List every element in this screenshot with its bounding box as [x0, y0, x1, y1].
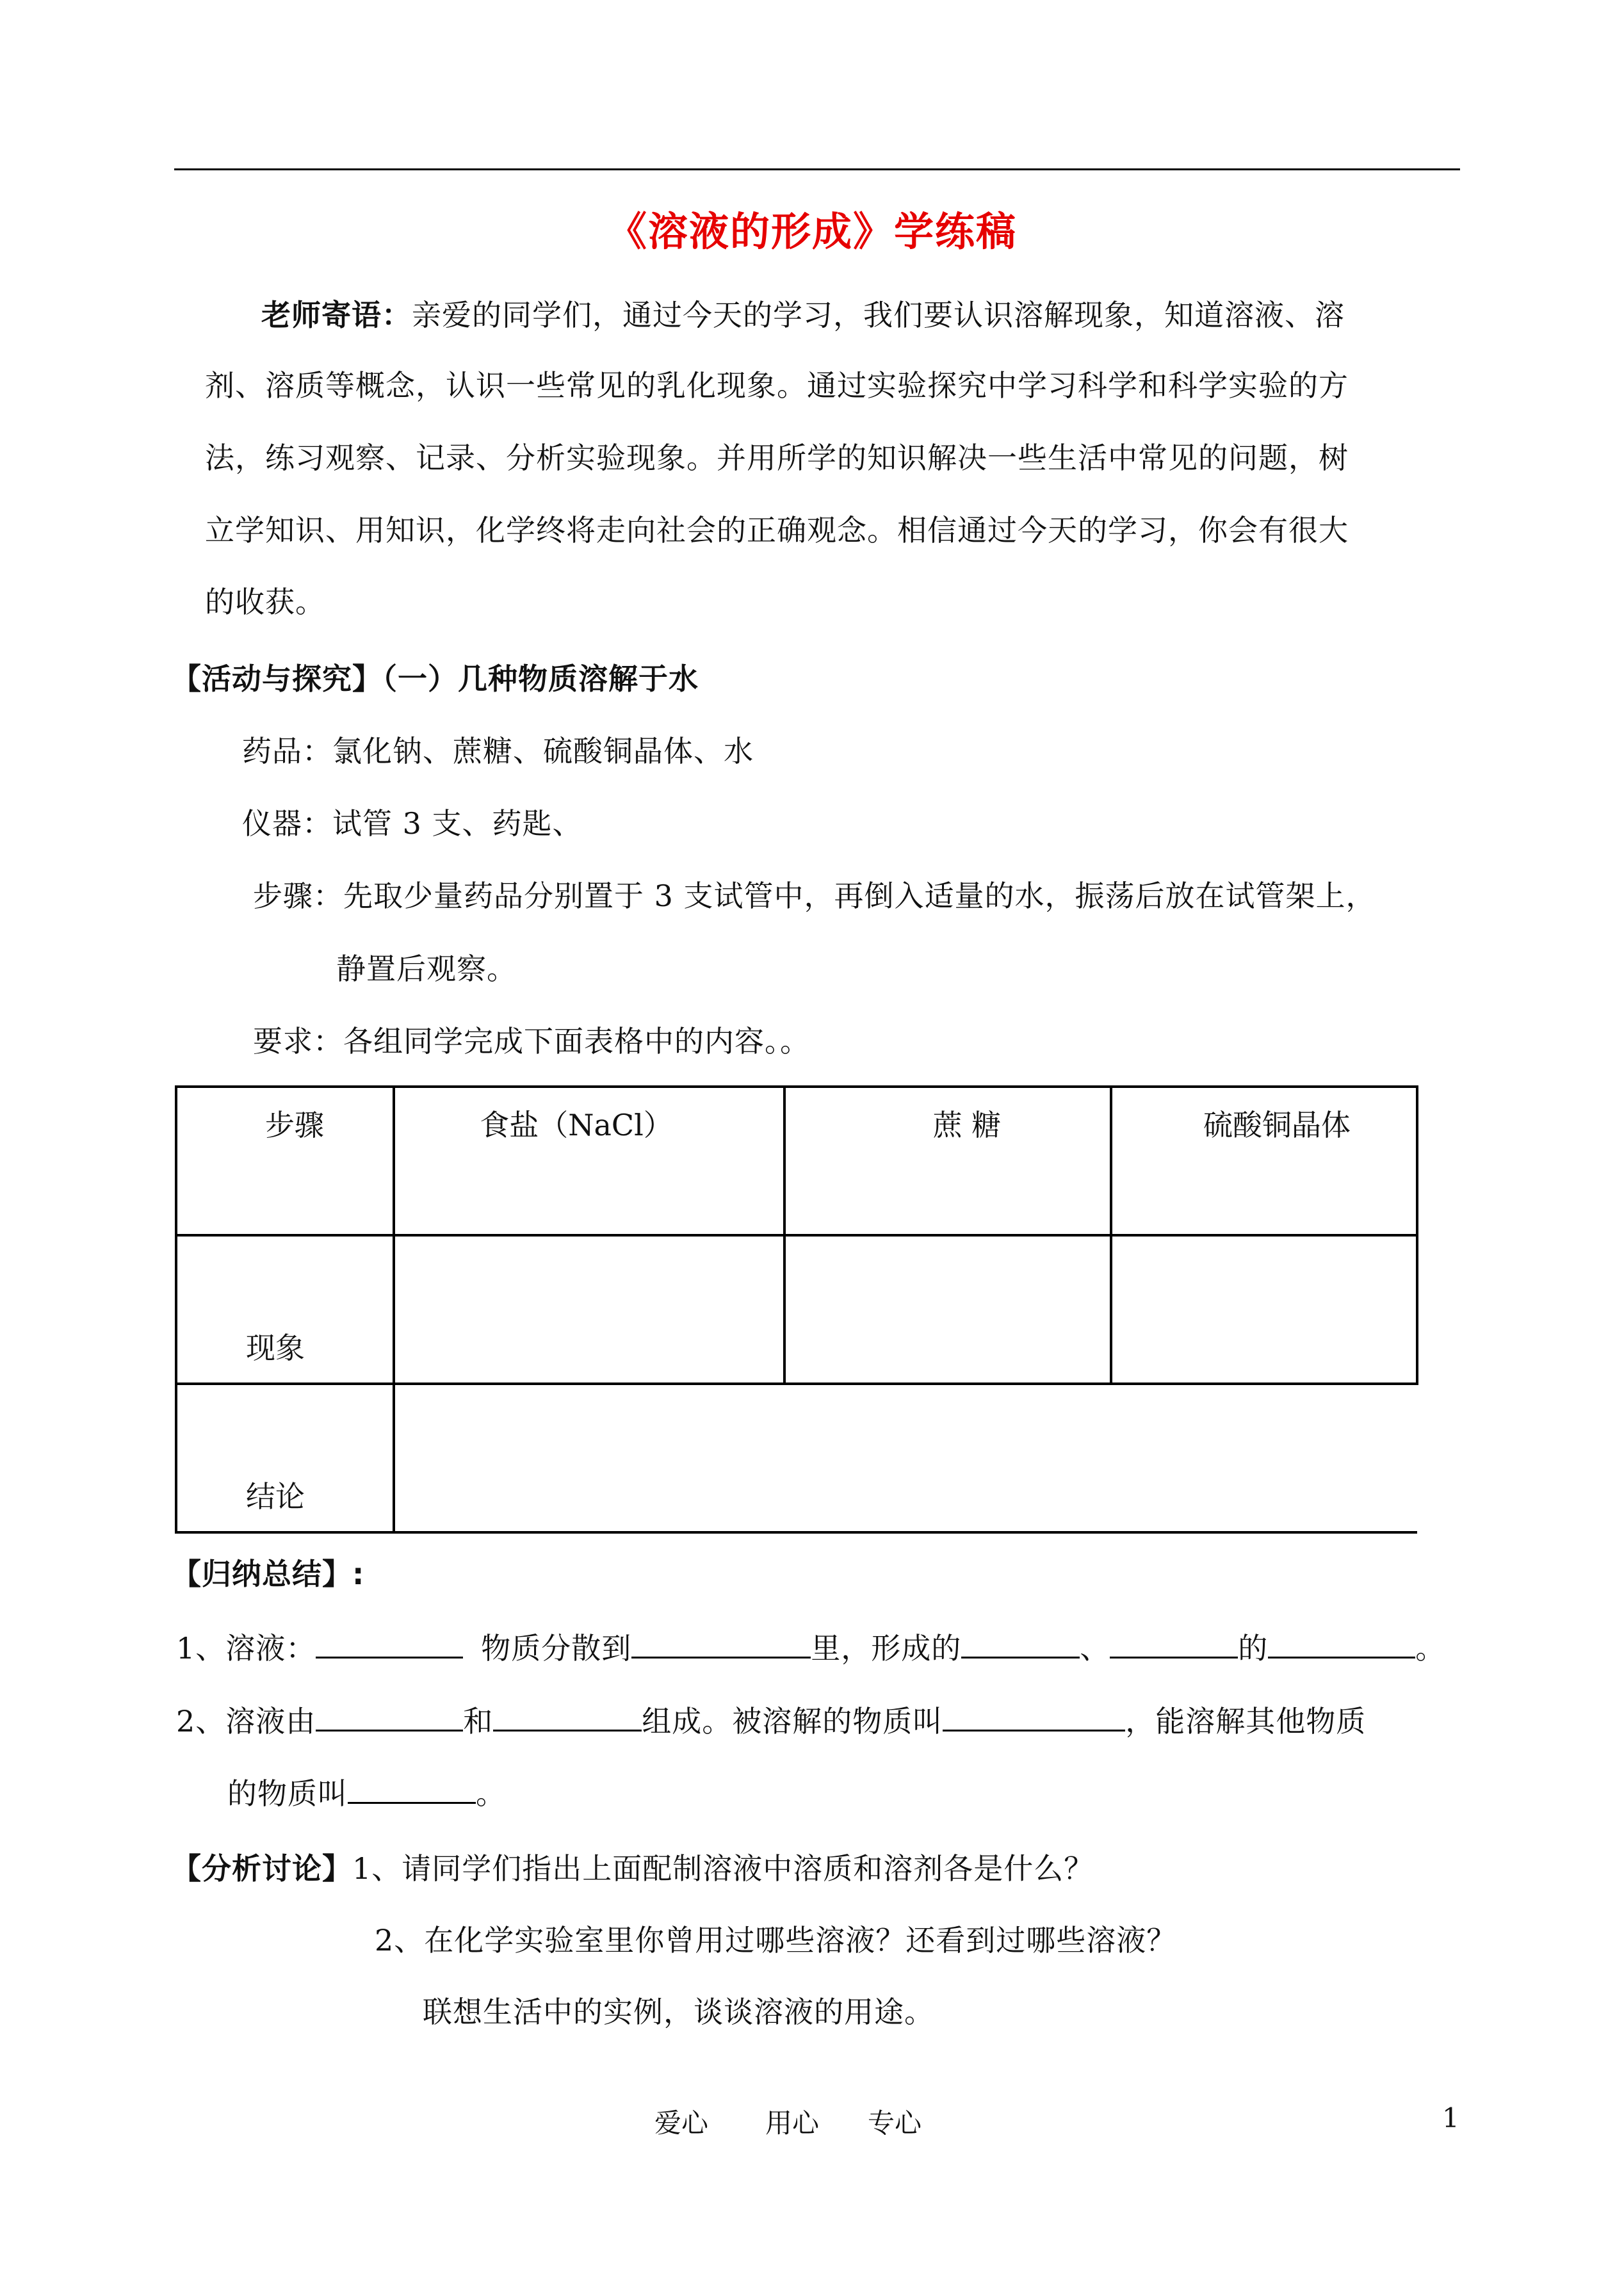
answer-cell-copper-sulfate-phenomenon[interactable]	[1111, 1235, 1417, 1384]
table-row-conclusion	[176, 1384, 1417, 1532]
q1-text-2: 物质分散到	[481, 1631, 632, 1666]
discussion-label: 【分析讨论】	[172, 1851, 352, 1886]
answer-cell-sugar-phenomenon[interactable]	[784, 1235, 1111, 1384]
header-copper-sulfate-label: 硫酸铜晶体	[1203, 1108, 1351, 1142]
row-label-phenomenon: 现象	[246, 1331, 305, 1365]
header-cell-sugar	[784, 1087, 1111, 1235]
teacher-message-line-1	[261, 296, 1345, 334]
row-label-cell-conclusion	[176, 1384, 394, 1532]
q2-text-3: 组成。被溶解的物质叫	[642, 1704, 943, 1739]
q1-blank-3[interactable]	[961, 1627, 1080, 1658]
header-rule	[174, 168, 1460, 170]
activity-instruments: 仪器：试管 3 支、药匙、	[242, 806, 583, 841]
teacher-message-line-3: 法，练习观察、记录、分析实验现象。并用所学的知识解决一些生活中常见的问题，树	[205, 441, 1349, 475]
activity-steps-line-2: 静置后观察。	[336, 952, 517, 986]
row-label-cell-phenomenon	[176, 1235, 394, 1384]
q2-text-4: ，能溶解其他物质	[1125, 1704, 1367, 1739]
teacher-message-line-2: 剂、溶质等概念，认识一些常见的乳化现象。通过实验探究中学习科学和科学实验的方	[205, 368, 1349, 403]
q2-blank-2[interactable]	[493, 1700, 642, 1731]
q2-text-1: 2、溶液由	[176, 1704, 316, 1739]
q1-text-6: 。	[1415, 1631, 1446, 1666]
header-salt-label: 食盐（NaCl）	[480, 1108, 673, 1142]
activity-heading: 【活动与探究】（一）几种物质溶解于水	[172, 661, 699, 696]
teacher-message-line-4: 立学知识、用知识，化学终将走向社会的正确观念。相信通过今天的学习，你会有很大	[205, 513, 1349, 547]
experiment-table	[175, 1085, 1418, 1534]
summary-question-2-line-2	[227, 1772, 506, 1813]
answer-cell-salt-phenomenon[interactable]	[394, 1235, 784, 1384]
discussion-question-2: 2、在化学实验室里你曾用过哪些溶液？还看到过哪些溶液？	[375, 1923, 1177, 1958]
q1-blank-5[interactable]	[1268, 1627, 1415, 1658]
footer-slogan-3: 专心	[868, 2107, 922, 2139]
discussion-question-2-line-2: 联想生活中的实例，谈谈溶液的用途。	[423, 1995, 934, 2029]
header-steps-label: 步骤	[265, 1108, 324, 1142]
q2-blank-1[interactable]	[316, 1700, 463, 1731]
teacher-message-label: 老师寄语：	[261, 298, 412, 332]
discussion-question-1	[172, 1849, 1094, 1888]
table-row-phenomenon	[176, 1235, 1417, 1384]
q1-blank-2[interactable]	[631, 1627, 811, 1658]
summary-question-2	[176, 1700, 1366, 1740]
activity-steps-line-1: 步骤：先取少量药品分别置于 3 支试管中，再倒入适量的水，振荡后放在试管架上，	[253, 879, 1376, 913]
q1-text-1: 1、溶液：	[176, 1631, 316, 1666]
summary-question-1	[176, 1627, 1445, 1667]
q1-blank-1[interactable]	[316, 1627, 463, 1658]
q2-line2-text-2: 。	[476, 1776, 506, 1811]
footer-slogan-2: 用心	[765, 2107, 820, 2139]
discussion-q1-text: 1、请同学们指出上面配制溶液中溶质和溶剂各是什么？	[352, 1851, 1094, 1886]
table-header-row	[176, 1087, 1417, 1235]
page-number: 1	[1442, 2102, 1459, 2134]
q1-text-4: 、	[1080, 1631, 1110, 1666]
teacher-message-text-1: 亲爱的同学们，通过今天的学习，我们要认识溶解现象，知道溶液、溶	[412, 298, 1345, 332]
row-label-conclusion: 结论	[246, 1479, 305, 1514]
q1-text-3: 里，形成的	[811, 1631, 962, 1666]
summary-heading: 【归纳总结】:	[172, 1557, 365, 1591]
header-sugar-label: 蔗 糖	[932, 1108, 1002, 1142]
footer-slogan-1: 爱心	[654, 2107, 709, 2139]
teacher-message-line-5: 的收获。	[205, 585, 325, 619]
activity-drugs: 药品：氯化钠、蔗糖、硫酸铜晶体、水	[242, 734, 754, 768]
q2-blank-4[interactable]	[348, 1772, 476, 1804]
answer-cell-conclusion[interactable]	[394, 1384, 1417, 1532]
header-cell-salt	[394, 1087, 784, 1235]
header-cell-copper-sulfate	[1111, 1087, 1417, 1235]
q2-blank-3[interactable]	[943, 1700, 1125, 1731]
q2-line2-text-1: 的物质叫	[227, 1776, 348, 1811]
activity-requirement: 要求：各组同学完成下面表格中的内容。。	[253, 1024, 810, 1058]
q1-blank-4[interactable]	[1110, 1627, 1238, 1658]
page-title: 《溶液的形成》学练稿	[606, 208, 1017, 255]
q2-text-2: 和	[463, 1704, 494, 1739]
header-cell-steps	[176, 1087, 394, 1235]
q1-text-5: 的	[1238, 1631, 1269, 1666]
